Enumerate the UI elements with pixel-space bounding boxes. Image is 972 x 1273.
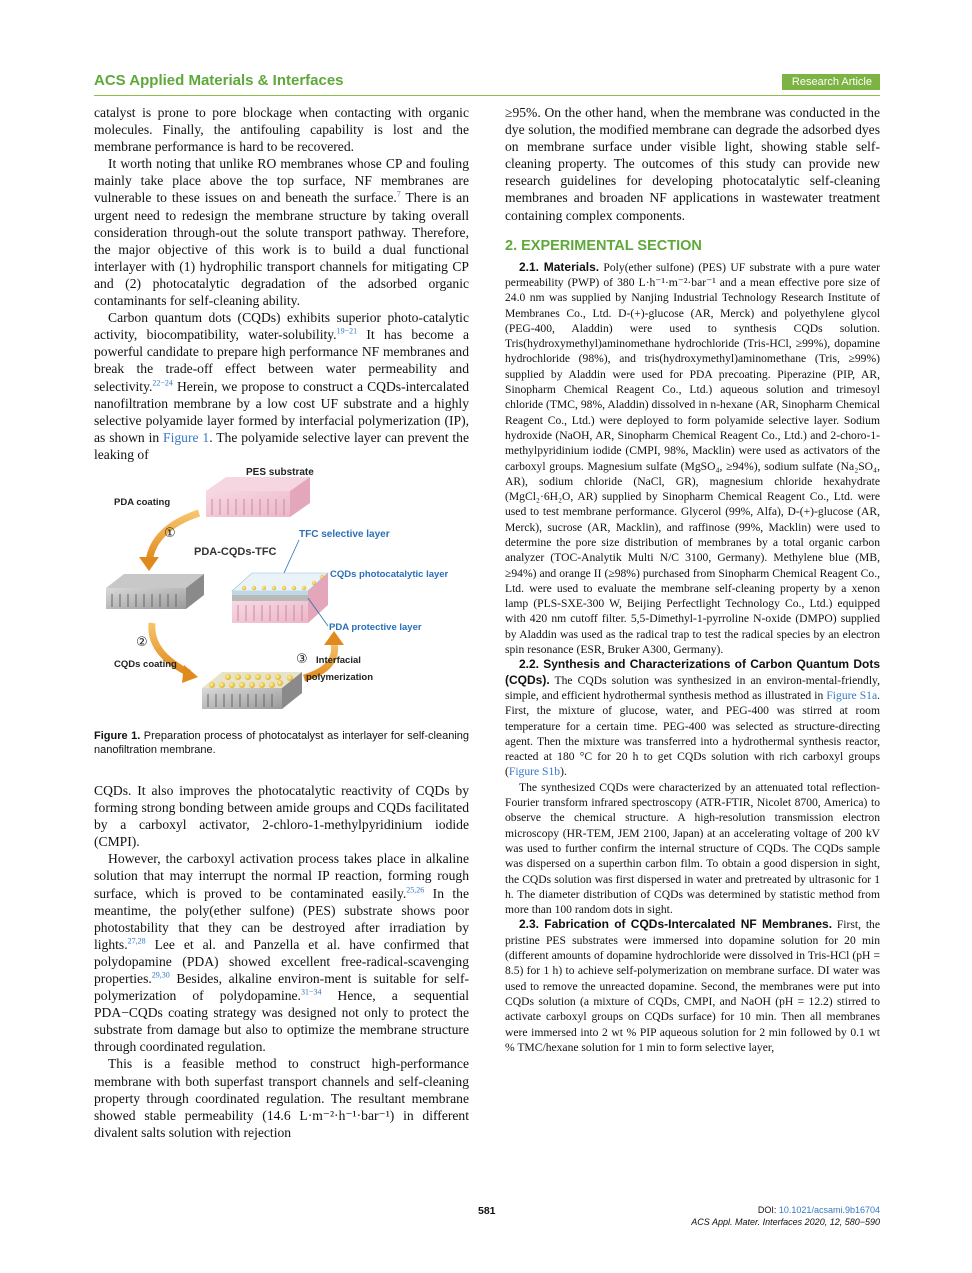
figure-1-diagram	[94, 466, 469, 723]
cqds-coated-block	[202, 672, 302, 709]
section-heading: 2. EXPERIMENTAL SECTION	[505, 237, 702, 254]
article-type-badge: Research Article	[782, 74, 880, 90]
cqds-coating-label: CQDs coating	[114, 658, 177, 670]
arrow-head-2	[182, 665, 198, 683]
arrow-head-1	[139, 557, 159, 571]
journal-title: ACS Applied Materials & Interfaces	[94, 72, 344, 89]
cqds-layer-label: CQDs photocatalytic layer	[330, 568, 449, 580]
figure-1	[94, 466, 469, 723]
citation-link[interactable]: 27,28	[127, 936, 146, 946]
paragraph: ≥95%. On the other hand, when the membrane was conducted in the dye solution, the modified membrane can degrade the adsorbed dyes on membrane surface under visible light, showing stable self-cleaning property. The outcomes of this study can provide new research guidelines for developing photocatalytic self-cleaning membranes and broaden NF applications in wastewater treatment containing complex components.	[505, 105, 880, 223]
paragraph: It worth noting that unlike RO membranes whose CP and fouling mainly take place above the top surface, NF membranes are vulnerable to these issues on and beneath the surface.$^7$ There is an urgent need to redesign the membrane structure by taking overall consideration through-out the solute transport pathway. Therefore, the major objective of this work is to build a dual functional interlayer with (1) hydrophilic transport channels for mitigating CP and (2) photocatalytic degradation of the adsorbed organic contaminants for self-cleaning ability.	[94, 156, 469, 309]
right-column	[505, 104, 880, 1055]
paragraph: 2.3. Fabrication of CQDs-Intercalated NF Membranes. First, the pristine PES substrates were immersed into dopamine solution for 20 min (different amounts of dopamine hydrochloride were dissolved in Tris-HCl (pH = 8.5) for 1 h) to achieve self-polymerization on membrane surface. DI water was used to remove the unreacted dopamine. Second, the membranes were put into CQDs solution (a mixture of CQDs, CMPI, and NaOH (pH = 12.2) stirred to activate carboxyl groups on CQDs surface) for 10 min. Then all membranes were immersed into 2 wt % PIP aqueous solution for 2 min followed by 0.1 wt % TMC/hexane solution for 1 min to form selective layer,	[505, 917, 881, 1054]
left-column	[94, 104, 469, 1141]
pda-coating-label: PDA coating	[114, 496, 171, 508]
figure-link[interactable]: Figure S1a	[826, 688, 878, 702]
doi-link[interactable]: 10.1021/acsami.9b16704	[778, 1205, 880, 1215]
paragraph: 2.2. Synthesis and Characterizations of Carbon Quantum Dots (CQDs). The CQDs solution was synthesized in an environ-mental-friendly, simple, and efficient hydrothermal synthesis method as illustrated in Figure S1a. First, the mixture of glucose, water, and PEG-400 was stirred at room temperature for a certain time. PEG-400 was selected as structure-directing agent. Then the mixture was transferred into a hydrothermal synthesis reactor, reacted at 180 °C for 20 h to get CQDs solution with rich carboxyl groups (Figure S1b).	[505, 657, 880, 779]
paragraph: Carbon quantum dots (CQDs) exhibits superior photo-catalytic activity, biocompatibility, water-solubility.$^{19-21}$ It has become a powerful candidate to prepare high performance NF membranes and break the trade-off effect between water permeability and selectivity.$^{22-24}$ Herein, we propose to construct a CQDs-intercalated nanofiltration membrane by a low cost UF substrate and a highly selective polyamide layer formed by interfacial polymerization (IP), as shown in Figure 1. The polyamide selective layer can prevent the leaking of	[94, 310, 469, 462]
figure-title: PDA-CQDs-TFC	[194, 545, 277, 558]
citation-link[interactable]: 25,26	[406, 885, 425, 894]
pes-substrate-block	[206, 477, 310, 517]
tfc-layer-label: TFC selective layer	[299, 528, 390, 540]
journal-citation: ACS Appl. Mater. Interfaces 2020, 12, 580−590	[691, 1217, 880, 1227]
citation-link[interactable]: 31−34	[300, 987, 322, 997]
step-3-marker: ③	[296, 651, 308, 667]
subsection-heading: 2.2. Synthesis and Characterizations of Carbon Quantum Dots (CQDs).	[505, 657, 880, 687]
arrow-head-3	[324, 631, 344, 645]
tfc-membrane-block	[232, 573, 328, 623]
pes-substrate-label: PES substrate	[246, 466, 314, 478]
paragraph: The synthesized CQDs were characterized by an attenuated total reflection-Fourier transform infrared spectroscopy (ATR-FTIR, Nicolet 8700, America) to observe the chemical structure. A high-resolution transmission electron microscopy (HR-TEM, JEM 2100, Japan) at an accelerating voltage of 200 kV was used to further confirm the internal structure of CQDs. The CQDs sample was dispersed on a superthin carbon film. To obtain a good dispersion in sight, the CQDs solution was first dispersed in water and pretreated by ultrasonic for 1 h. The diameter distribution of CQDs was determined by statistic method from more than 100 random dots in sight.	[505, 780, 880, 917]
subsection-heading: 2.1. Materials.	[519, 259, 600, 274]
step-2-marker: ②	[136, 634, 148, 650]
pda-layer-label: PDA protective layer	[329, 621, 422, 633]
paragraph: catalyst is prone to pore blockage when contacting with organic molecules. Finally, the antifouling capability is lost and the membrane performance is hard to be recovered.	[94, 105, 469, 155]
subsection-heading: 2.3. Fabrication of CQDs-Intercalated NF Membranes.	[519, 917, 833, 932]
figure-caption: Figure 1. Preparation process of photocatalyst as interlayer for self-cleaning nanofiltration membrane.	[94, 729, 470, 757]
citation-link[interactable]: 19−21	[336, 326, 358, 336]
footer-citation: DOI: 10.1021/acsami.9b16704 ACS Appl. Mater. Interfaces 2020, 12, 580−590	[691, 1205, 880, 1227]
figure-link[interactable]: Figure 1	[163, 429, 210, 445]
citation-link[interactable]: 7	[396, 189, 401, 199]
figure-link[interactable]: Figure S1b	[508, 765, 561, 779]
pda-coated-block	[106, 574, 204, 609]
citation-link[interactable]: 29,30	[151, 970, 170, 980]
header-rule	[94, 95, 880, 96]
page-header	[94, 72, 880, 94]
paragraph: CQDs. It also improves the photocatalytic reactivity of CQDs by forming strong bonding between amide groups and CQDs facilitated by a carboxyl activator, 2-chloro-1-methylpyridinium iodide (CMPI).	[94, 782, 469, 850]
polymerization-label: polymerization	[306, 671, 374, 683]
step-1-marker: ①	[164, 525, 176, 541]
citation-link[interactable]: 22−24	[152, 377, 173, 387]
paragraph: This is a feasible method to construct high-performance membrane with both superfast transport channels and self-cleaning property through coordinated regulation. The resultant membrane showed stable permeability (14.6 L·m⁻²·h⁻¹·bar⁻¹) in different divalent salts solution with rejection	[94, 1056, 469, 1140]
paragraph: 2.1. Materials. Poly(ether sulfone) (PES) UF substrate with a pure water permeability (PWP) of 380 L·h⁻¹·m⁻²·bar⁻¹ and a mean effective pore size of 24.0 nm was supplied by Nanjing Industrial Technology Research Institute of Membranes Co., Ltd. D-(+)-glucose (AR, Merck) and polyethylene glycol (PEG-400, Aladdin) were used to synthesis CQDs solution. Tris(hydroxymethyl)aminomethane hydrochloride (Tris-HCl, ≥99%), dopamine hydrochloride (98%), and tris(hydroxymethyl)aminomethane (Tris, ≥99%) supplied by Aladdin were used for PDA precoating. Piperazine (PIP, AR, Sinopharm Chemical Reagent Co., Ltd.) aqueous solution and trimesoyl chloride (TMC, 98%, Aladdin) dissolved in n-hexane (AR, Sinopharm Chemical Reagent Co., Ltd.) were deployed to form polyamide selective layer. Sodium hydroxide (NaOH, AR, Sinopharm Chemical Reagent Co., Ltd.) and 2-choro-1-methylpyridinium iodide (CMPI, 98%, Macklin) were used as activators of the carboxyl groups. Magnesium sulfate (MgSO₄, ≥94%), sodium sulfate (Na₂SO₄, AR), sodium chloride (NaCl, GR), magnesium chloride hexahydrate (MgCl₂·6H₂O, AR) supplied by Sinopharm Chemical Reagent Co., Ltd. were used to test membrane performance. Glycerol (99%, Alfa), D-(+)-glucose (AR, Merck), sucrose (AR, Macklin), and raffinose (99%, Macklin) were used to determine the pore size distribution of membranes by a total organic carbon analyzer (TOC-Analytik Multi N/C 3100, Germany). Methylene blue (MB, ≥94%) and orange II (≥98%) purchased from Sinopharm Chemical Reagent Co., Ltd. were used to evaluate the membrane self-cleaning property by a xenon lamp (PLS-SXE-300 W, Beijing Perfectlight Technology Co., Ltd.) equipped with 420 nm cutoff filter. 5,5-Dimethyl-1-pyrroline N-oxide (DMPO) supplied by Aladdin was used as the radical trap to test the radical species by an electron spin resonance (ESR, Bruker A300, Germany).	[505, 259, 880, 657]
page-number: 581	[478, 1205, 496, 1217]
interfacial-label: Interfacial	[316, 654, 361, 666]
paragraph: However, the carboxyl activation process takes place in alkaline solution that may interrupt the normal IP reaction, forming rough surface, which is proved to be contaminated easily.$^{25,26}$ In the meantime, the poly(ether sulfone) (PES) substrate shows poor photostability that they can be destroyed after irradiation by lights.$^{27,28}$ Lee et al. and Panzella et al. have confirmed that polydopamine (PDA) showed excellent free-radical-scavenging properties.$^{29,30}$ Besides, alkaline environ-ment is suitable for self-polymerization of polydopamine.$^{31-34}$ Hence, a sequential PDA−CQDs coating strategy was designed not only to protect the substrate from damage but also to optimize the membrane structure through coordinated regulation.	[94, 851, 469, 1055]
